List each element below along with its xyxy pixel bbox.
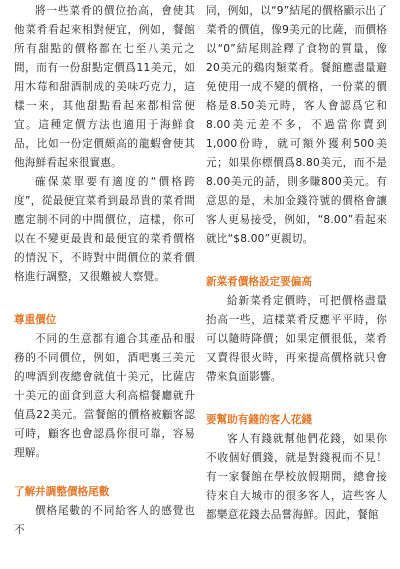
right-column [206,2,387,525]
paragraph: 不同的生意都有適合其產品和服務的不同價位，例如，酒吧裏三美元的啤酒到夜總會就值十美元，比薩店十美元的面食到意大利高檔餐廳就升值爲22美元。當餐館的價格被顧客認可時，顧客也會認爲你很可靠，容易理解。 [14,333,195,459]
section-heading: 了解并調整價格尾數 [14,486,110,498]
paragraph: 確保菜單要有適度的“價格跨度”，從最便宜菜肴到最昂貴的菜肴間應定制不同的中間價位，這樣，你可以在不變更最貴和最便宜的菜肴價格的情況下，不時對中間價位的菜肴價格進行調整，又很難被人察覺。 [14,176,195,283]
spacer [206,387,387,411]
spacer [14,463,195,483]
paragraph: 價格尾數的不同給客人的感覺也不 [14,505,195,536]
spacer [14,287,195,311]
spacer [206,249,387,273]
left-column [14,2,195,540]
section-heading: 要幫助有錢的客人花錢 [206,414,312,426]
paragraph: 將一些菜肴的價位抬高，會使其他菜肴看起來相對便宜，例如，餐館所有甜點的價格都在七至八美元之間，而有一份甜點定價爲11美元，如用木莓和甜酒制成的美味巧克力，這樣一來，其他甜點看起來都相當便宜。這種定價方法也適用于海鮮食品，比如一份定價頗高的龍蝦會使其他海鮮看起來很實惠。 [14,5,195,169]
section-heading: 尊重價位 [14,314,57,326]
paragraph: 同，例如，以“9”結尾的價格顯示出了菜肴的價值，像9美元的比薩，而價格以“0”結尾則詮釋了食物的質量，像20美元的鷄肉類菜肴。餐館應盡量避免使用一成不變的價格，一份菜的價格是8.50美元時，客人會認爲它和8.00美元差不多，不過當你賣到1,000份時，就可額外獲利500美元；如果你標價爲8.80美元，而不是8.00美元的話，則多賺800美元。有意思的是，未加金錢符號的價格會讓客人更易接受，例如，“8.00”看起來就比“$8.00”更親切。 [206,5,387,245]
section-heading: 新菜肴價格設定要偏高 [206,276,312,288]
paragraph: 給新菜肴定價時，可把價格盡量抬高一些，這樣菜肴反應平平時，你可以隨時降價；如果定價很低，菜肴又賣得很火時，再來提高價格就只會帶來負面影響。 [206,295,387,383]
paragraph: 客人有錢就幫他們花錢，如果你不收個好價錢，就是對錢視而不見！有一家餐館在學校放假期間，總會接待來自大城市的很多客人，這些客人都樂意花錢去品嘗海鮮。因此，餐館 [206,433,387,521]
